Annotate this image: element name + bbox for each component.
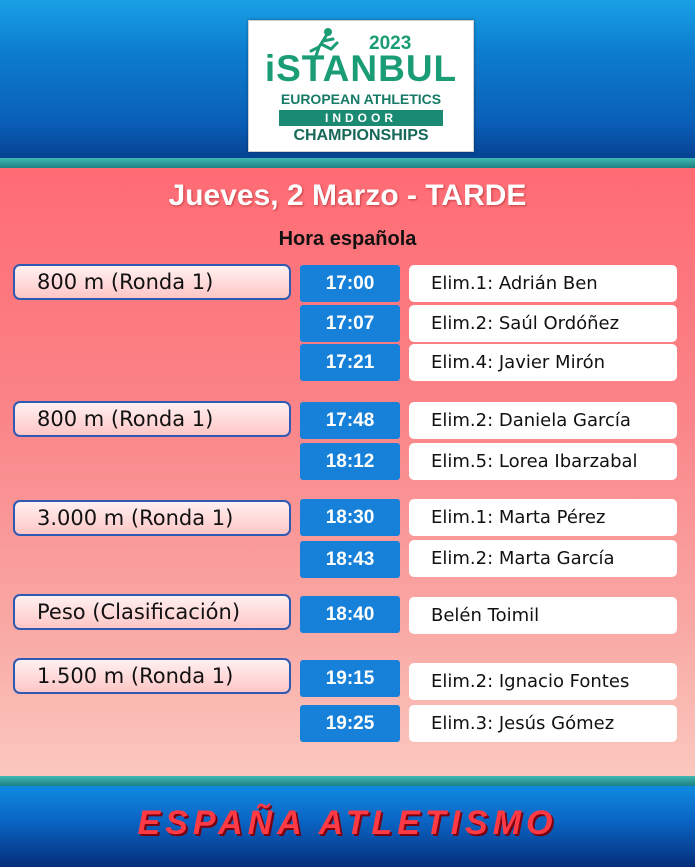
athlete-entry: Belén Toimil [409,597,677,634]
athlete-entry: Elim.3: Jesús Gómez [409,705,677,742]
logo-city: iSTANBUL [264,48,458,89]
time-badge: 18:40 [300,596,400,633]
athlete-entry: Elim.2: Ignacio Fontes [409,663,677,700]
time-badge: 17:00 [300,265,400,302]
athlete-entry: Elim.5: Lorea Ibarzabal [409,443,677,480]
time-badge: 19:15 [300,660,400,697]
page-title: Jueves, 2 Marzo - TARDE [168,179,527,212]
time-badge: 18:30 [300,499,400,536]
athlete-entry: Elim.2: Marta García [409,540,677,577]
time-badge: 18:43 [300,541,400,578]
event-label: Peso (Clasificación) [13,594,291,630]
athlete-entry: Elim.2: Saúl Ordóñez [409,305,677,342]
logo-organization: EUROPEAN ATHLETICS [280,91,442,107]
footer-brand: ESPAÑA ATLETISMO [137,804,558,842]
event-label: 1.500 m (Ronda 1) [13,658,291,694]
event-label: 800 m (Ronda 1) [13,264,291,300]
bottom-divider [0,776,695,786]
athlete-entry: Elim.1: Adrián Ben [409,265,677,302]
time-badge: 19:25 [300,705,400,742]
time-badge: 17:21 [300,344,400,381]
time-badge: 17:07 [300,305,400,342]
time-badge: 18:12 [300,443,400,480]
athlete-entry: Elim.1: Marta Pérez [409,499,677,536]
event-label: 3.000 m (Ronda 1) [13,500,291,536]
time-badge: 17:48 [300,402,400,439]
logo-championships: CHAMPIONSHIPS [293,127,429,144]
top-divider [0,158,695,168]
athlete-entry: Elim.2: Daniela García [409,402,677,439]
athlete-entry: Elim.4: Javier Mirón [409,344,677,381]
championship-logo [248,20,474,152]
event-label: 800 m (Ronda 1) [13,401,291,437]
logo-indoor: INDOOR [279,110,443,126]
logo-year: 2023 [369,33,412,54]
page-subtitle: Hora española [278,228,417,250]
